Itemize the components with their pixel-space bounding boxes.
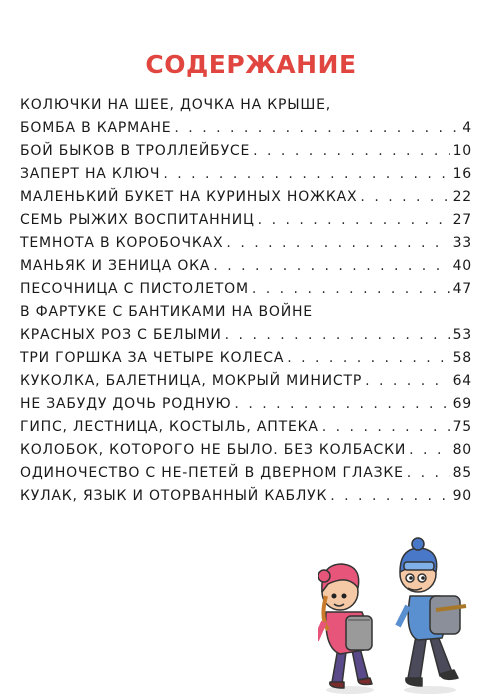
page-number: 80 — [452, 442, 472, 458]
toc-entry — [20, 232, 472, 255]
dot-leader — [174, 117, 459, 140]
chapter-title: ПЕСОЧНИЦА С ПИСТОЛЕТОМ — [20, 281, 249, 297]
toc-entry — [20, 462, 472, 485]
toc-entry — [20, 163, 472, 186]
toc-entry — [20, 485, 472, 508]
chapter-title: КУЛАК, ЯЗЫК И ОТОРВАННЫЙ КАБЛУК — [20, 488, 328, 504]
toc-entry — [20, 186, 472, 209]
page-number: 53 — [452, 327, 472, 343]
toc-entry-line — [20, 370, 472, 393]
toc-entry-line — [20, 301, 472, 324]
chapter-title: БОМБА В КАРМАНЕ — [20, 120, 172, 136]
chapter-title: БОЙ БЫКОВ В ТРОЛЛЕЙБУСЕ — [20, 143, 251, 159]
toc-entry-line — [20, 347, 472, 370]
toc-entry — [20, 347, 472, 370]
toc-entry-line — [20, 163, 472, 186]
page-title: СОДЕРЖАНИЕ — [145, 50, 357, 79]
chapter-title: КОЛЮЧКИ НА ШЕЕ, ДОЧКА НА КРЫШЕ, — [20, 97, 332, 113]
page-number: 90 — [452, 488, 472, 504]
chapter-title: КРАСНЫХ РОЗ С БЕЛЫМИ — [20, 327, 222, 343]
dot-leader — [234, 393, 449, 416]
chapter-title: МАНЬЯК И ЗЕНИЦА ОКА — [20, 258, 211, 274]
dot-leader — [407, 462, 450, 485]
chapter-title: ГИПС, ЛЕСТНИЦА, КОСТЫЛЬ, АПТЕКА — [20, 419, 319, 435]
dot-leader — [258, 209, 450, 232]
chapter-title: НЕ ЗАБУДУ ДОЧЬ РОДНУЮ — [20, 396, 232, 412]
chapter-title: КОЛОБОК, КОТОРОГО НЕ БЫЛО. БЕЗ КОЛБАСКИ — [20, 442, 407, 458]
dot-leader — [163, 163, 449, 186]
dot-leader — [322, 416, 450, 439]
dot-leader — [287, 347, 449, 370]
toc-entry-line — [20, 140, 472, 163]
page-number: 4 — [462, 120, 472, 136]
toc-entry-line — [20, 255, 472, 278]
page-number: 58 — [452, 350, 472, 366]
chapter-title: ТРИ ГОРШКА ЗА ЧЕТЫРЕ КОЛЕСА — [20, 350, 285, 366]
chapter-title: В ФАРТУКЕ С БАНТИКАМИ НА ВОЙНЕ — [20, 304, 313, 320]
toc-entry — [20, 278, 472, 301]
table-of-contents — [20, 94, 472, 508]
page-number: 64 — [452, 373, 472, 389]
dot-leader — [252, 278, 450, 301]
page-number: 85 — [452, 465, 472, 481]
toc-entry-line — [20, 186, 472, 209]
toc-entry-line — [20, 94, 472, 117]
dot-leader — [409, 439, 449, 462]
page-number: 40 — [452, 258, 472, 274]
page-number: 33 — [452, 235, 472, 251]
page-number: 69 — [452, 396, 472, 412]
chapter-title: ОДИНОЧЕСТВО С НЕ-ПЕТЕЙ В ДВЕРНОМ ГЛАЗКЕ — [20, 465, 404, 481]
toc-entry-line — [20, 117, 472, 140]
page-number: 27 — [452, 212, 472, 228]
chapter-title: МАЛЕНЬКИЙ БУКЕТ НА КУРИНЫХ НОЖКАХ — [20, 189, 358, 205]
page-number: 10 — [452, 143, 472, 159]
toc-entry — [20, 209, 472, 232]
toc-entry — [20, 416, 472, 439]
dot-leader — [225, 324, 450, 347]
dot-leader — [330, 485, 449, 508]
toc-entry — [20, 94, 472, 140]
dot-leader — [213, 255, 449, 278]
page-number: 22 — [452, 189, 472, 205]
toc-entry-line — [20, 393, 472, 416]
toc-entry — [20, 370, 472, 393]
toc-entry-line — [20, 416, 472, 439]
dot-leader — [253, 140, 449, 163]
two-children-with-backpacks-icon — [318, 530, 478, 695]
toc-entry-line — [20, 439, 472, 462]
toc-entry — [20, 393, 472, 416]
toc-entry-line — [20, 232, 472, 255]
chapter-title: КУКОЛКА, БАЛЕТНИЦА, МОКРЫЙ МИНИСТР — [20, 373, 363, 389]
toc-entry — [20, 140, 472, 163]
toc-entry-line — [20, 462, 472, 485]
page-number: 16 — [452, 166, 472, 182]
chapter-title: СЕМЬ РЫЖИХ ВОСПИТАННИЦ — [20, 212, 255, 228]
toc-entry — [20, 439, 472, 462]
children-illustration — [318, 530, 478, 695]
toc-entry-line — [20, 278, 472, 301]
dot-leader — [360, 186, 449, 209]
toc-entry — [20, 255, 472, 278]
chapter-title: ЗАПЕРТ НА КЛЮЧ — [20, 166, 161, 182]
toc-entry-line — [20, 324, 472, 347]
toc-entry — [20, 301, 472, 347]
toc-entry-line — [20, 209, 472, 232]
page-number: 75 — [452, 419, 472, 435]
toc-entry-line — [20, 485, 472, 508]
dot-leader — [365, 370, 449, 393]
dot-leader — [226, 232, 449, 255]
chapter-title: ТЕМНОТА В КОРОБОЧКАХ — [20, 235, 224, 251]
page-number: 47 — [452, 281, 472, 297]
